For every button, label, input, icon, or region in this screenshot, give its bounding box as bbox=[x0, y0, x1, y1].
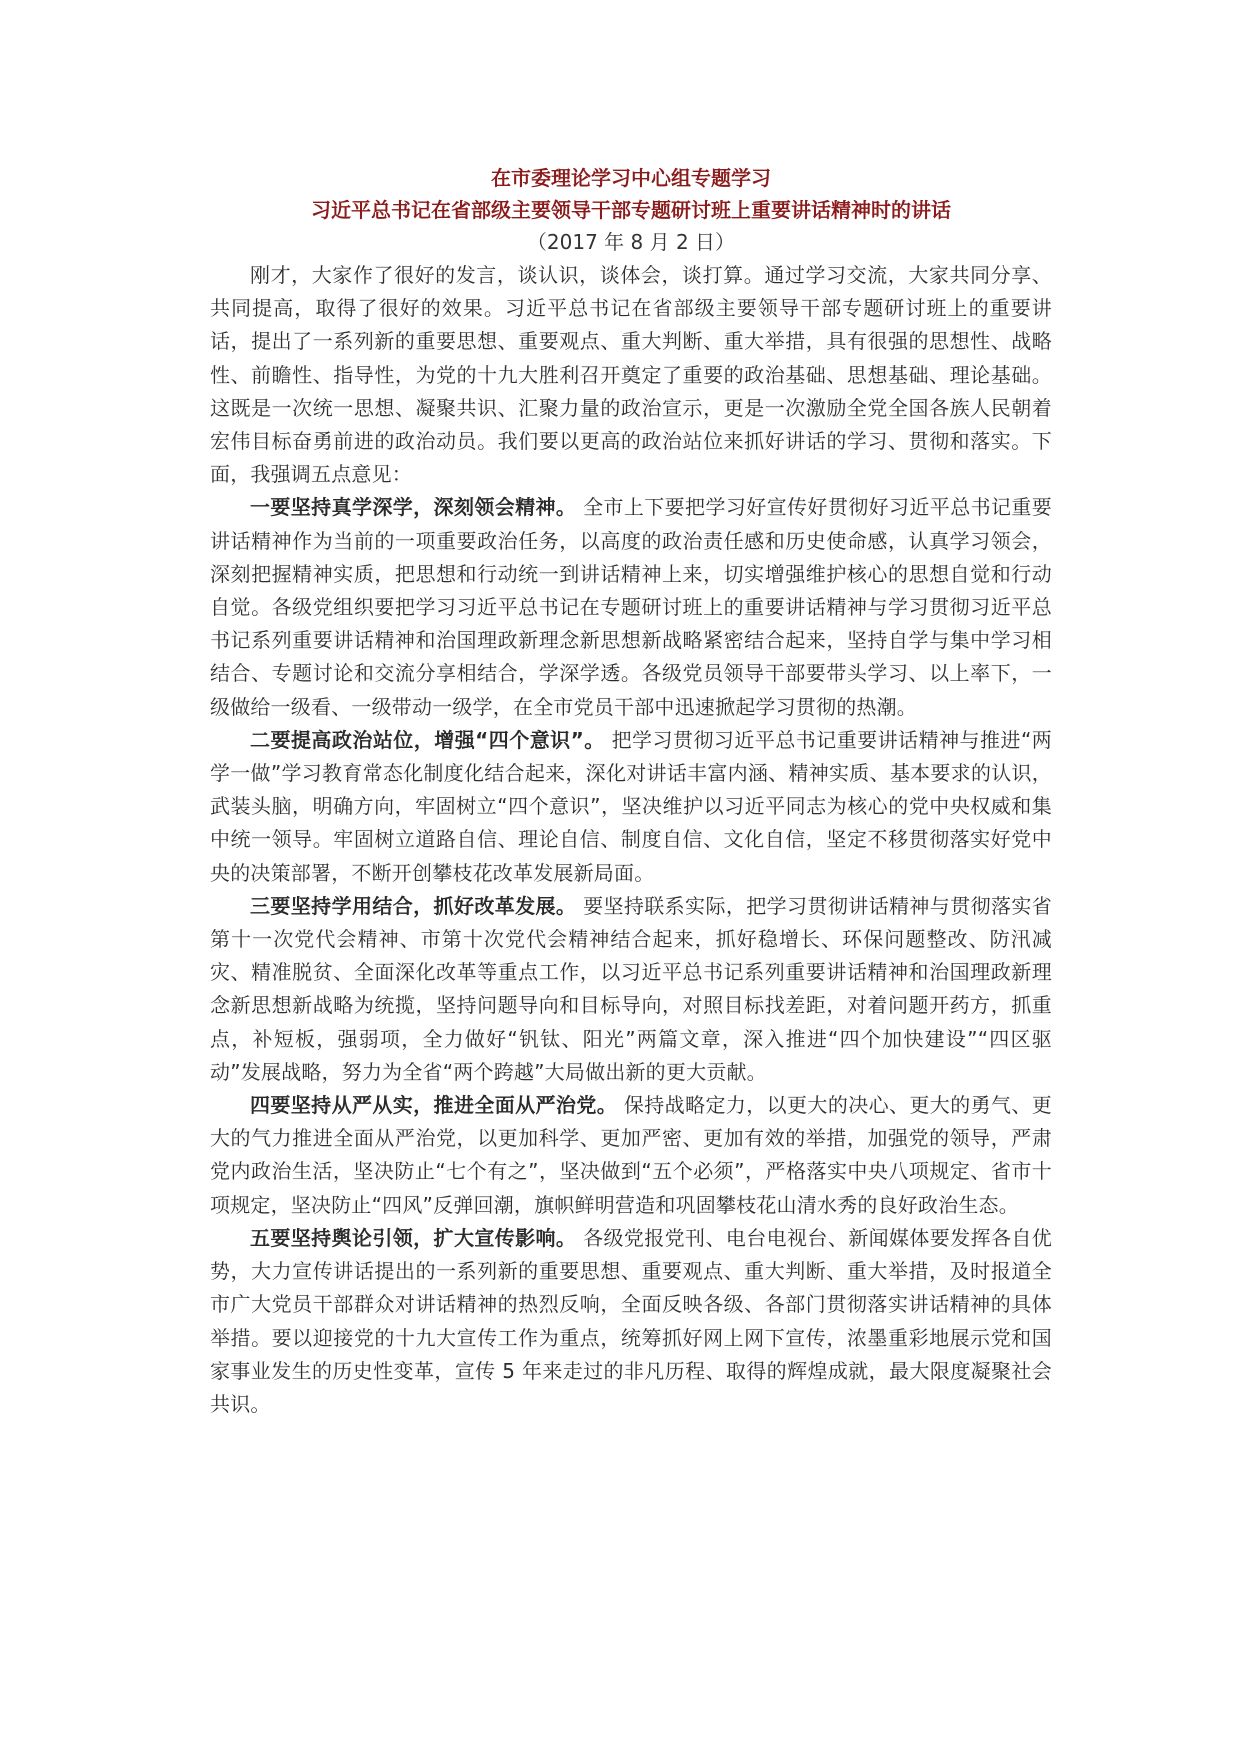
document-page bbox=[210, 162, 1052, 1421]
point-body-1: 全市上下要把学习好宣传好贯彻好习近平总书记重要讲话精神作为当前的一项重要政治任务，以高度的政治责任感和历史使命感，认真学习领会，深刻把握精神实质，把思想和行动统一到讲话精神上来，切实增强维护核心的思想自觉和行动自觉。各级党组织要把学习习近平总书记在专题研讨班上的重要讲话精神与学习贯彻习近平总书记系列重要讲话精神和治国理政新理念新思想新战略紧密结合起来，坚持自学与集中学习相结合、专题讨论和交流分享相结合，学深学透。各级党员领导干部要带头学习、以上率下，一级做给一级看、一级带动一级学，在全市党员干部中迅速掀起学习贯彻的热潮。 bbox=[210, 495, 1052, 719]
document-title-line-2: 习近平总书记在省部级主要领导干部专题研讨班上重要讲话精神时的讲话 bbox=[311, 198, 951, 222]
intro-paragraph: 刚才，大家作了很好的发言，谈认识，谈体会，谈打算。通过学习交流，大家共同分享、共同提高，取得了很好的效果。习近平总书记在省部级主要领导干部专题研讨班上的重要讲话，提出了一系列新的重要思想、重要观点、重大判断、重大举措，具有很强的思想性、战略性、前瞻性、指导性，为党的十九大胜利召开奠定了重要的政治基础、思想基础、理论基础。这既是一次统一思想、凝聚共识、汇聚力量的政治宣示，更是一次激励全党全国各族人民朝着宏伟目标奋勇前进的政治动员。我们要以更高的政治站位来抓好讲话的学习、贯彻和落实。下面，我强调五点意见： bbox=[210, 263, 1052, 487]
document-title-line-1: 在市委理论学习中心组专题学习 bbox=[491, 166, 771, 190]
point-heading-3: 三要坚持学用结合，抓好改革发展。 bbox=[250, 893, 577, 918]
point-paragraph-4 bbox=[210, 1089, 1052, 1222]
point-paragraph-3 bbox=[210, 890, 1052, 1089]
point-paragraph-5 bbox=[210, 1222, 1052, 1421]
point-paragraph-1 bbox=[210, 491, 1052, 723]
point-paragraph-2 bbox=[210, 724, 1052, 890]
document-date: （2017 年 8 月 2 日） bbox=[526, 230, 736, 254]
point-body-5: 各级党报党刊、电台电视台、新闻媒体要发挥各自优势，大力宣传讲话提出的一系列新的重要思想、重要观点、重大判断、重大举措，及时报道全市广大党员干部群众对讲话精神的热烈反响，全面反映各级、各部门贯彻落实讲话精神的具体举措。要以迎接党的十九大宣传工作为重点，统筹抓好网上网下宣传，浓墨重彩地展示党和国家事业发生的历史性变革，宣传 5 年来走过的非凡历程、取得的辉煌成就，最大限度凝聚社会共识。 bbox=[210, 1225, 1052, 1416]
point-heading-4: 四要坚持从严从实，推进全面从严治党。 bbox=[250, 1093, 618, 1118]
point-heading-5: 五要坚持舆论引领，扩大宣传影响。 bbox=[250, 1225, 577, 1250]
point-body-2: 把学习贯彻习近平总书记重要讲话精神与推进“两学一做”学习教育常态化制度化结合起来，深化对讲话丰富内涵、精神实质、基本要求的认识，武装头脑，明确方向，牢固树立“四个意识”，坚决维护以习近平同志为核心的党中央权威和集中统一领导。牢固树立道路自信、理论自信、制度自信、文化自信，坚定不移贯彻落实好党中央的决策部署，不断开创攀枝花改革发展新局面。 bbox=[210, 727, 1052, 885]
point-body-4: 保持战略定力，以更大的决心、更大的勇气、更大的气力推进全面从严治党，以更加科学、更加严密、更加有效的举措，加强党的领导，严肃党内政治生活，坚决防止“七个有之”，坚决做到“五个必须”，严格落实中央八项规定、省市十项规定，坚决防止“四风”反弹回潮，旗帜鲜明营造和巩固攀枝花山清水秀的良好政治生态。 bbox=[210, 1093, 1052, 1217]
point-heading-2: 二要提高政治站位，增强“四个意识”。 bbox=[250, 727, 605, 752]
point-body-3: 要坚持联系实际，把学习贯彻讲话精神与贯彻落实省第十一次党代会精神、市第十次党代会精神结合起来，抓好稳增长、环保问题整改、防汛减灾、精准脱贫、全面深化改革等重点工作，以习近平总书记系列重要讲话精神和治国理政新理念新思想新战略为统揽，坚持问题导向和目标导向，对照目标找差距，对着问题开药方，抓重点，补短板，强弱项，全力做好“钒钛、阳光”两篇文章，深入推进“四个加快建设”“四区驱动”发展战略，努力为全省“两个跨越”大局做出新的更大贡献。 bbox=[210, 893, 1052, 1084]
point-heading-1: 一要坚持真学深学，深刻领会精神。 bbox=[250, 495, 577, 520]
